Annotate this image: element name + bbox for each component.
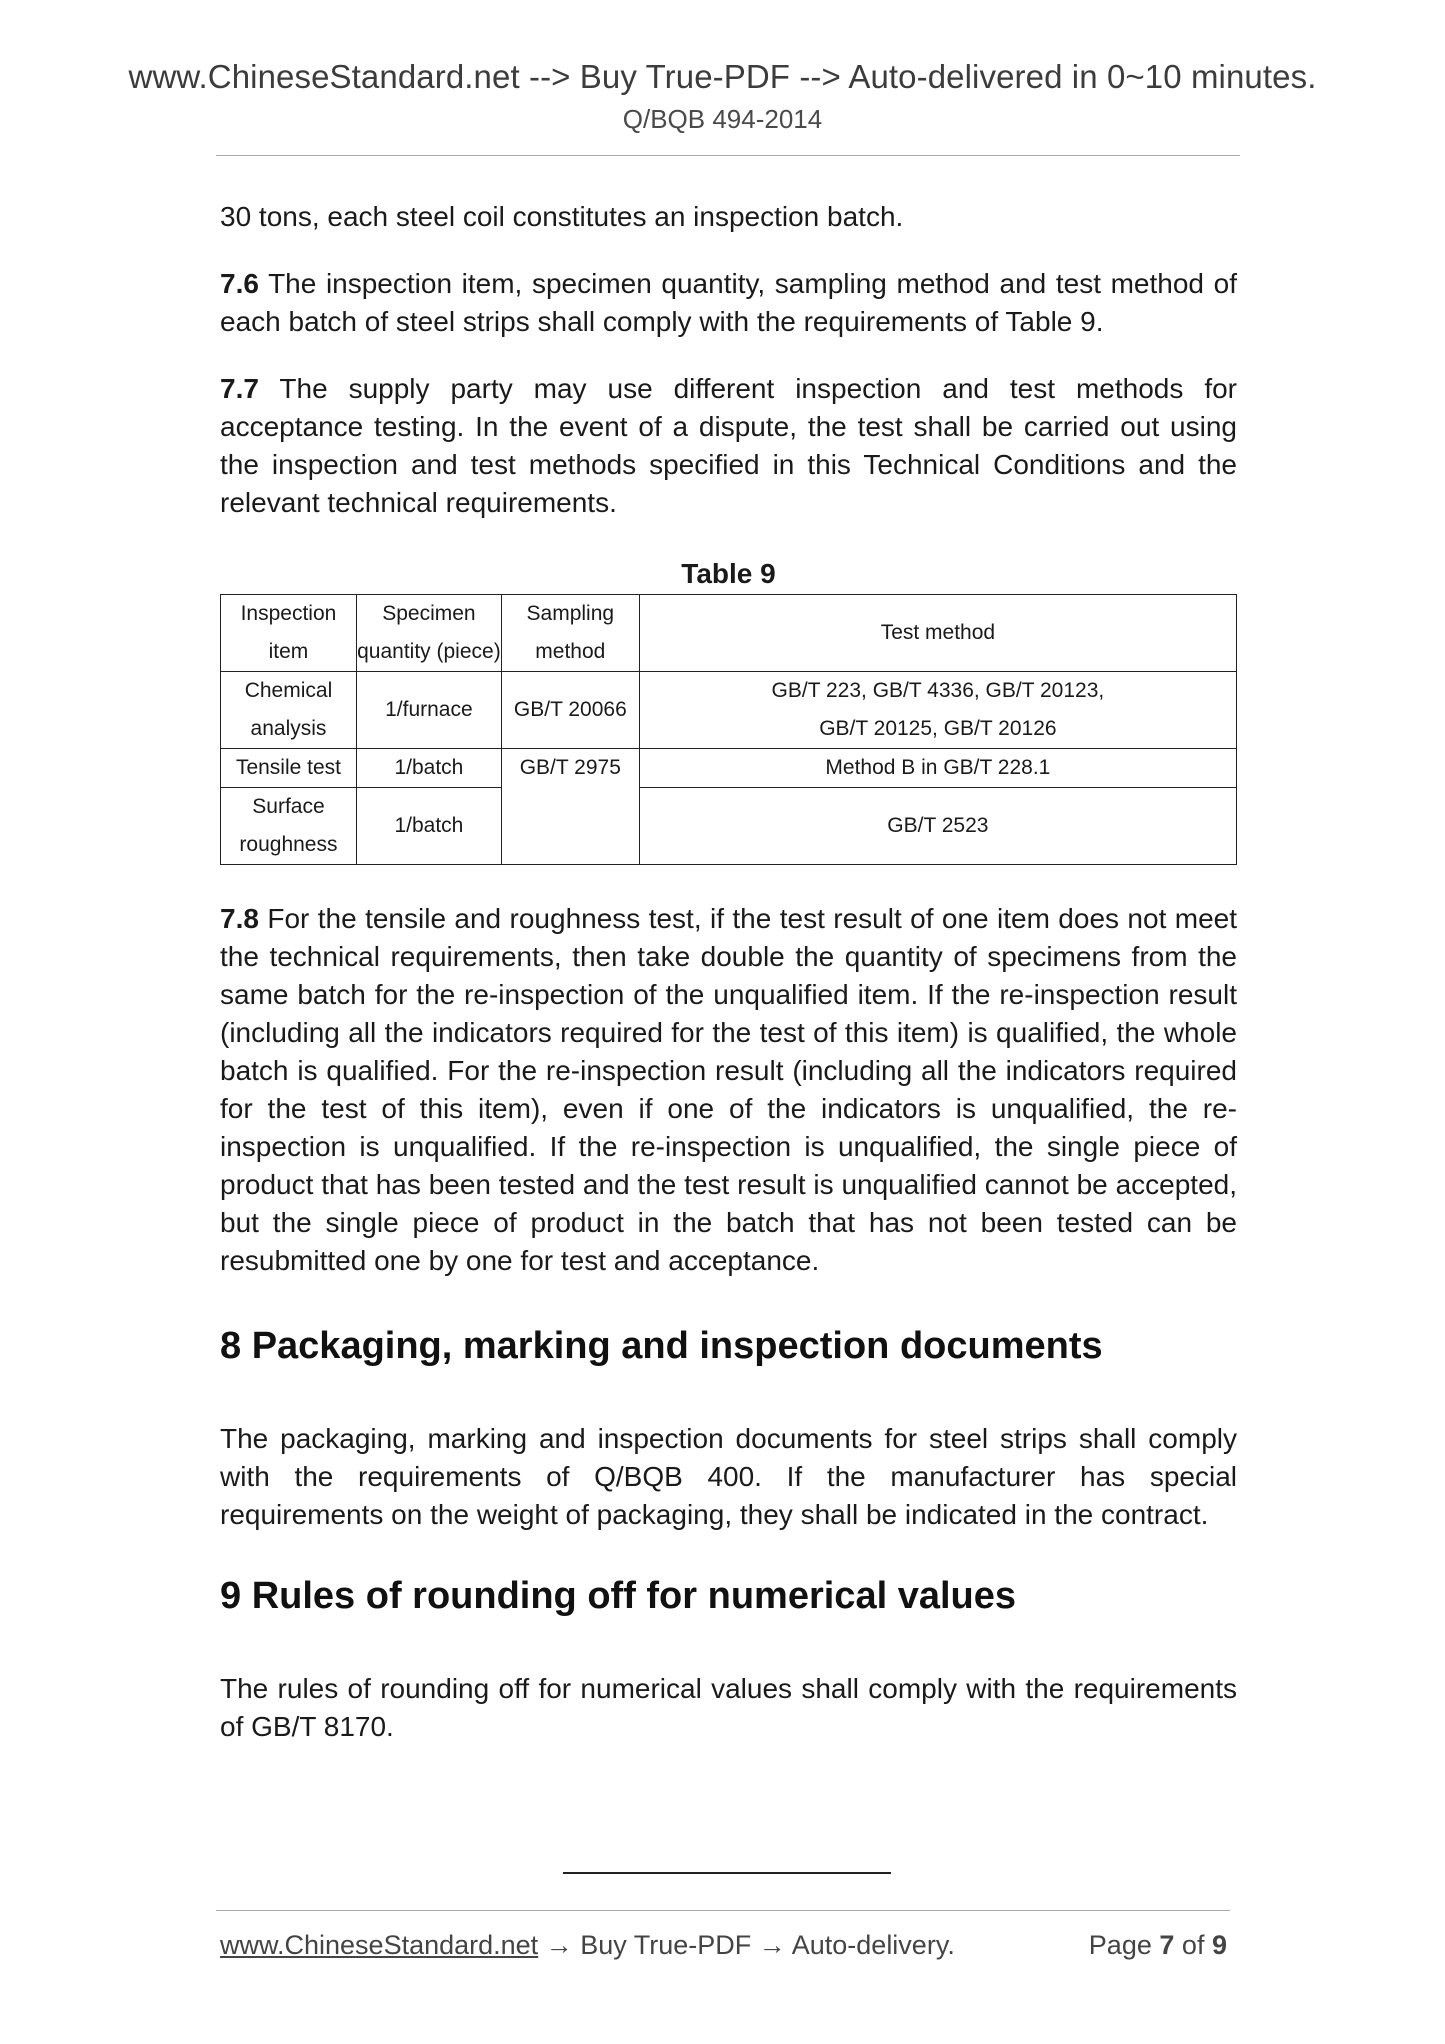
cell-chemical-analysis: Chemical analysis — [221, 672, 357, 749]
table-header-row — [221, 595, 1237, 672]
end-of-text-rule — [563, 1872, 891, 1874]
table-row — [221, 672, 1237, 749]
header-banner: www.ChineseStandard.net --> Buy True-PDF --> Auto-delivered in 0~10 minutes. — [128, 58, 1317, 95]
header-sampling-method: Sampling method — [501, 595, 639, 672]
clause-7-6 — [220, 265, 1237, 341]
cell-tensile-test: Method B in GB/T 228.1 — [639, 749, 1236, 788]
footer-divider — [216, 1910, 1230, 1911]
section-8-heading: 8 Packaging, marking and inspection documents — [220, 1325, 1103, 1367]
cell-roughness-item: Surface roughness — [221, 788, 357, 865]
page-number: 7 — [1159, 1930, 1175, 1960]
cell-chemical-sampling: GB/T 20066 — [501, 672, 639, 749]
clause-text: The inspection item, specimen quantity, sampling method and test method of each batch of steel strips shall comply with the requirements of Table 9. — [220, 268, 1237, 337]
table-row — [221, 788, 1237, 865]
clause-7-7 — [220, 370, 1237, 522]
paragraph-continuation — [220, 198, 1237, 236]
cell-chemical-test: GB/T 223, GB/T 4336, GB/T 20123, GB/T 20125, GB/T 20126 — [639, 672, 1236, 749]
footer-left — [220, 1930, 955, 1961]
cell-chemical-quantity: 1/furnace — [356, 672, 501, 749]
header-specimen-quantity: Specimen quantity (piece) — [356, 595, 501, 672]
clause-number: 7.6 — [220, 268, 259, 299]
standard-code: Q/BQB 494-2014 — [622, 104, 823, 134]
paragraph-text: The packaging, marking and inspection documents for steel strips shall comply with the requirements of Q/BQB 400. If the manufacturer has special requirements on the weight of packaging, they shall be indicated in the contract. — [220, 1423, 1237, 1530]
of-word: of — [1181, 1930, 1205, 1960]
page-indicator — [1089, 1930, 1227, 1961]
cell-roughness-quantity: 1/batch — [356, 788, 501, 865]
footer-tagline: → Buy True-PDF → Auto-delivery. — [538, 1930, 955, 1960]
inspection-table — [220, 594, 1237, 865]
header-inspection-item: Inspection item — [221, 595, 357, 672]
clause-text: For the tensile and roughness test, if the test result of one item does not meet the technical requirements, then take double the quantity of specimens from the same batch for the re-inspection of the unqualified item. If the re-inspection result (including all the indicators required for the test of this item) is qualified, the whole batch is qualified. For the re-inspection result (including all the indicators required for the test of this item), even if one of the indicators is unqualified, the re-inspection is unqualified. If the re-inspection is unqualified, the single piece of product that has been tested and the test result is unqualified cannot be accepted, but the single piece of product in the batch that has not been tested can be resubmitted one by one for test and acceptance. — [220, 903, 1238, 1276]
section-8-body — [220, 1420, 1237, 1534]
clause-number: 7.7 — [220, 373, 259, 404]
clause-7-8 — [220, 900, 1237, 1280]
paragraph-text: 30 tons, each steel coil constitutes an inspection batch. — [220, 201, 904, 232]
table-title: Table 9 — [681, 558, 776, 589]
cell-tensile-quantity: 1/batch — [356, 749, 501, 788]
section-9-body — [220, 1670, 1237, 1746]
cell-roughness-test: GB/T 2523 — [639, 788, 1236, 865]
page-word: Page — [1088, 1930, 1152, 1960]
cell-tensile-item: Tensile test — [221, 749, 357, 788]
page-total: 9 — [1211, 1930, 1227, 1960]
table-row — [221, 749, 1237, 788]
section-9-heading: 9 Rules of rounding off for numerical values — [220, 1575, 1016, 1617]
header-test-method: Test method — [639, 595, 1236, 672]
clause-text: The supply party may use different inspection and test methods for acceptance testing. In the event of a dispute, the test shall be carried out using the inspection and test methods specified in this Technical Conditions and the relevant technical requirements. — [220, 373, 1237, 518]
paragraph-text: The rules of rounding off for numerical values shall comply with the requirements of GB/T 8170. — [220, 1673, 1237, 1742]
clause-number: 7.8 — [220, 903, 259, 934]
header-divider — [216, 155, 1240, 156]
cell-shared-sampling: GB/T 2975 — [501, 749, 639, 865]
site-link[interactable]: www.ChineseStandard.net — [220, 1930, 539, 1960]
